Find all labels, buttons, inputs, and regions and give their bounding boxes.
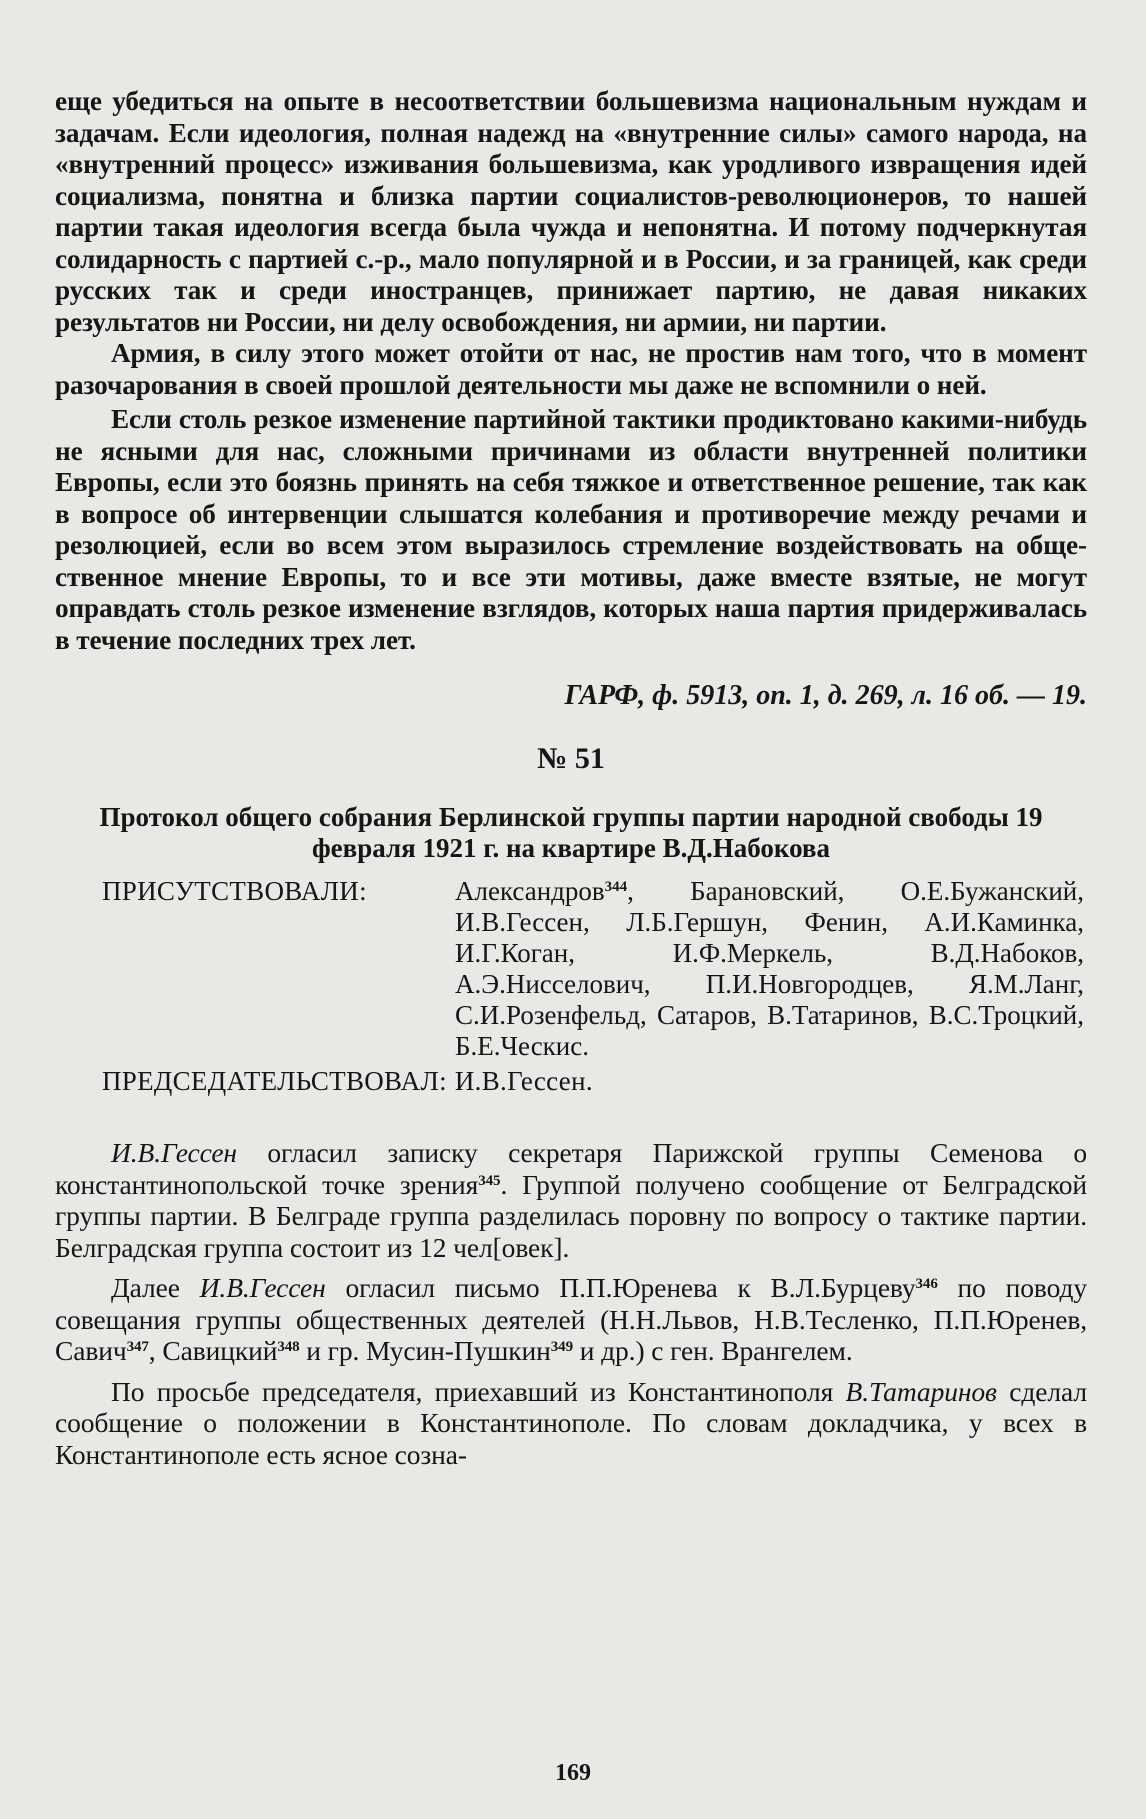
- paragraph-text: сделал сообщение о положении в Константинополе. По словам докладчика, у всех в Константинополе есть ясное созна-: [55, 1375, 1087, 1470]
- minutes-text: [55, 1137, 1087, 1470]
- minutes-paragraph: [55, 1376, 1087, 1471]
- archive-source-reference: ГАРФ, ф. 5913, оп. 1, д. 269, л. 16 об. — 19.: [564, 680, 1087, 711]
- speaker-name: И.В.Гессен: [199, 1272, 326, 1303]
- tactics-paragraph: Если столь резкое изменение партийной тактики продиктовано какими-нибудь не ясными для нас, сложными причинами из области внутренней политики Европы, если это боязнь принять на себя тяжкое и ответственное решение, так как в вопросе об интервенции слышатся колебания и противоречие между речами и резолюцией, если во всем этом выразилось стремление воздействовать на общественное мнение Европы, то и все эти мотивы, даже вместе взятые, не могут оправдать столь резкое изменение взглядов, которых наша партия придерживалась в течение последних трех лет.: [55, 404, 1087, 655]
- footnote-ref: 347: [126, 1339, 149, 1355]
- document-number: № 51: [537, 742, 605, 775]
- paragraph-text: Далее: [111, 1272, 200, 1303]
- paragraph-text: и гр. Мусин-Пушкин: [299, 1335, 551, 1366]
- chair-label: ПРЕДСЕДАТЕЛЬСТВОВАЛ:: [102, 1066, 447, 1096]
- paragraph-text: и др.) с ген. Врангелем.: [572, 1335, 853, 1366]
- paragraph-text: По просьбе председателя, приехавший из Константинополя: [111, 1375, 846, 1407]
- minutes-paragraph: [55, 1272, 1087, 1367]
- footnote-ref: 344: [604, 879, 628, 895]
- footnote-ref: 348: [277, 1339, 300, 1355]
- present-label: ПРИСУТСТВОВАЛИ:: [102, 876, 367, 906]
- speaker-name: В.Татаринов: [845, 1375, 997, 1407]
- page-number: 169: [555, 1760, 591, 1786]
- paragraph-text: огласил письмо П.П.Юренева к В.Л.Бурцеву: [325, 1272, 916, 1303]
- paragraph-text: по поводу совещания группы общественных деятелей (Н.Н.Львов, Н.В.Тесленко, П.П.Юренев, Савич: [55, 1272, 1087, 1366]
- paragraph-text: , Савицкий: [148, 1335, 278, 1366]
- paragraph-text: огласил записку секретаря Парижской группы Семенова о константинопольской точке зрения: [55, 1137, 1087, 1200]
- paragraph-text: . Группой получено сообщение от Белградской группы партии. В Белграде группа разделилась поровну по вопросу о тактике партии. Белградская группа состоит из 12 чел[овек].: [55, 1168, 1087, 1263]
- present-list: [455, 876, 1087, 1062]
- attendance-block: [55, 876, 1087, 1097]
- text-column: [55, 86, 1087, 1470]
- speaker-name: И.В.Гессен: [111, 1137, 237, 1168]
- footnote-ref: 345: [478, 1172, 501, 1189]
- document-title: Протокол общего собрания Берлинской группы партии народной свободы 19 февраля 1921 г. на квартире В.Д.Набокова: [99, 802, 1043, 863]
- present-first-name: Александров: [455, 876, 605, 906]
- chair-name: И.В.Гессен.: [454, 1066, 593, 1096]
- present-row: [55, 876, 1087, 1062]
- present-names: , Барановский, О.Е.Бужанский, И.В.Гессен, Л.Б.Гершун, Фенин, А.И.Каминка, И.Г.Коган, И.Ф.Меркель, В.Д.Набоков, А.Э.Нисселович, П.И.Новгородцев, Я.М.Ланг, С.И.Розенфельд, Сатаров, В.Татаринов, В.С.Троцкий, Б.Е.Ческис.: [455, 876, 1084, 1061]
- army-paragraph: Армия, в силу этого может отойти от нас, не простив нам того, что в момент разочарования в своей прошлой деятельности мы даже не вспомнили о ней.: [55, 338, 1087, 400]
- continued-paragraph: еще убедиться на опыте в несоответствии большевизма национальным нуждам и задачам. Если идеология, полная надежд на «внутренние силы» самого народа, на «внутренний процесс» изживания большевизма, как уродливого извращения идей социализма, понятна и близка партии социалистов-революционеров, то нашей партии такая идеология всегда была чужда и непонятна. И потому подчеркнутая солидарность с партией с.-р., мало популярной и в России, и за границей, как среди русских так и среди иностранцев, принижает партию, не давая никаких результатов ни России, ни делу освобождения, ни армии, ни партии.: [55, 86, 1087, 337]
- minutes-paragraph: [55, 1137, 1087, 1263]
- chair-row: [55, 1066, 1087, 1097]
- footnote-ref: 346: [915, 1276, 938, 1292]
- footnote-ref: 349: [550, 1339, 573, 1355]
